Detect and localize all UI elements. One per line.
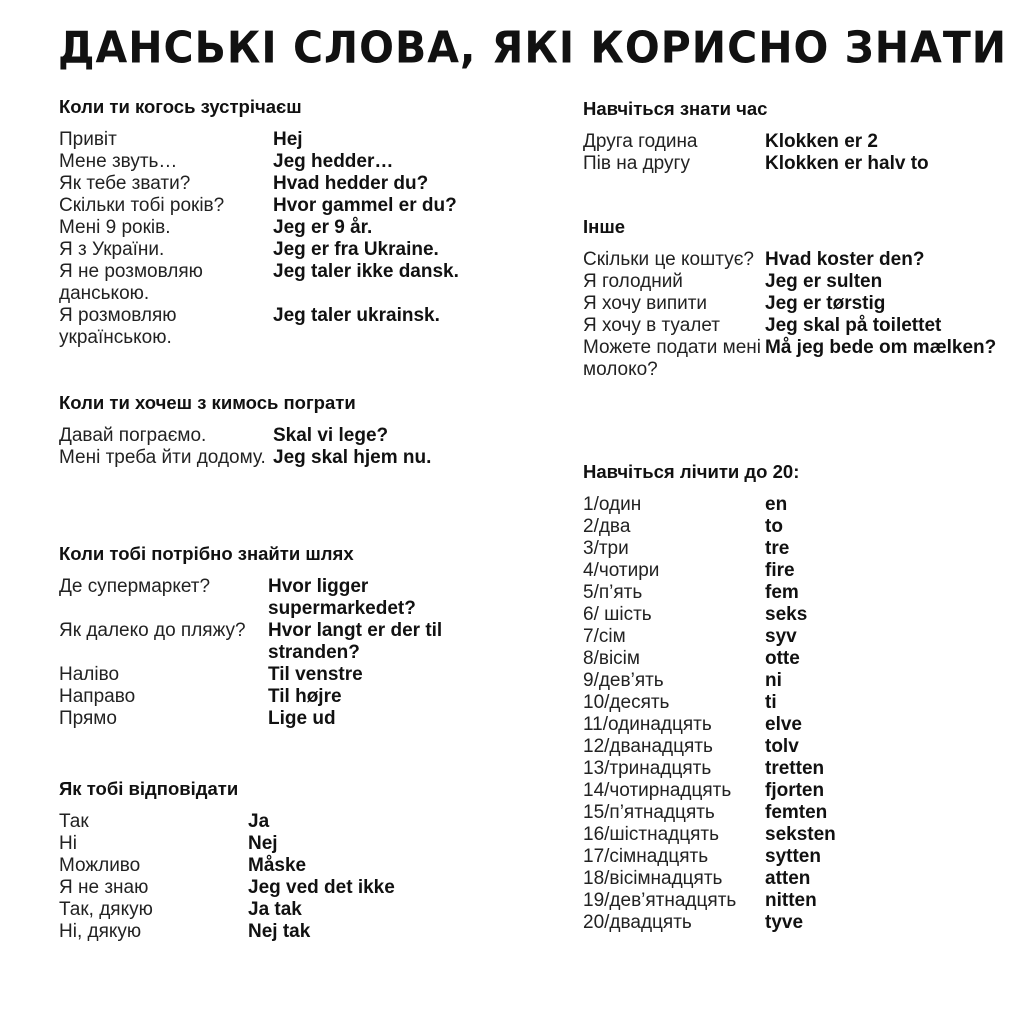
phrase-row xyxy=(583,714,1003,736)
danish-phrase: elve xyxy=(765,714,802,735)
ukrainian-phrase: Я голодний xyxy=(583,271,683,292)
section-heading: Коли ти хочеш з кимось пограти xyxy=(59,392,356,413)
phrase-row xyxy=(59,129,509,151)
ukrainian-phrase: Наліво xyxy=(59,664,120,685)
danish-phrase: Klokken er halv to xyxy=(765,153,929,174)
phrase-row xyxy=(59,173,509,195)
danish-phrase: Til højre xyxy=(268,686,342,707)
phrase-list xyxy=(59,811,509,943)
phrase-row xyxy=(59,811,509,833)
phrase-row xyxy=(583,824,1003,846)
phrase-row xyxy=(59,576,509,620)
danish-phrase: Skal vi lege? xyxy=(273,425,389,446)
phrase-list xyxy=(59,129,509,349)
danish-phrase: ni xyxy=(765,670,782,691)
page-title: ДАНСЬКІ СЛОВА, ЯКІ КОРИСНО ЗНАТИ xyxy=(58,22,1008,73)
ukrainian-phrase: Так, дякую xyxy=(59,899,153,920)
ukrainian-phrase: 9/дев’ять xyxy=(583,670,664,691)
phrase-list xyxy=(59,425,509,469)
phrase-row xyxy=(583,494,1003,516)
ukrainian-phrase: Направо xyxy=(59,686,136,707)
danish-phrase: Til venstre xyxy=(268,664,363,685)
phrase-row xyxy=(59,151,509,173)
phrase-row xyxy=(583,890,1003,912)
danish-phrase: Hvor ligger supermarkedet? xyxy=(268,576,416,619)
danish-phrase: femten xyxy=(765,802,828,823)
ukrainian-phrase: 6/ шість xyxy=(583,604,652,625)
danish-phrase: Måske xyxy=(248,855,307,876)
section-heading: Навчіться знати час xyxy=(583,98,768,119)
phrase-row xyxy=(583,293,1008,315)
danish-phrase: tyve xyxy=(765,912,804,933)
ukrainian-phrase: Так xyxy=(59,811,89,832)
section-heading: Інше xyxy=(583,216,626,237)
phrase-row xyxy=(583,560,1003,582)
danish-phrase: Hvor langt er der til stranden? xyxy=(268,620,443,663)
ukrainian-phrase: Як тебе звати? xyxy=(59,173,191,194)
ukrainian-phrase: 3/три xyxy=(583,538,629,559)
ukrainian-phrase: Я хочу в туалет xyxy=(583,315,720,336)
section-other xyxy=(583,216,1008,381)
ukrainian-phrase: 14/чотирнадцять xyxy=(583,780,732,801)
section-play xyxy=(59,392,509,469)
section-heading: Як тобі відповідати xyxy=(59,778,239,799)
ukrainian-phrase: 5/п’ять xyxy=(583,582,643,603)
ukrainian-phrase: Скільки це коштує? xyxy=(583,249,754,270)
ukrainian-phrase: Ні, дякую xyxy=(59,921,142,942)
ukrainian-phrase: Я з України. xyxy=(59,239,165,260)
phrase-row xyxy=(583,648,1003,670)
danish-phrase: Klokken er 2 xyxy=(765,131,878,152)
section-counting xyxy=(583,461,1003,934)
phrase-row xyxy=(583,670,1003,692)
danish-phrase: Hvor gammel er du? xyxy=(273,195,457,216)
danish-phrase: Jeg hedder… xyxy=(273,151,394,172)
danish-phrase: Må jeg bede om mælken? xyxy=(765,337,997,358)
danish-phrase: Jeg ved det ikke xyxy=(248,877,395,898)
danish-phrase: Hvad koster den? xyxy=(765,249,925,270)
ukrainian-phrase: Я не знаю xyxy=(59,877,149,898)
phrase-row xyxy=(583,538,1003,560)
ukrainian-phrase: Як далеко до пляжу? xyxy=(59,620,246,641)
danish-phrase: Jeg skal hjem nu. xyxy=(273,447,432,468)
phrase-row xyxy=(583,604,1003,626)
danish-phrase: Jeg er 9 år. xyxy=(273,217,373,238)
phrase-row xyxy=(59,305,509,349)
ukrainian-phrase: 13/тринадцять xyxy=(583,758,712,779)
ukrainian-phrase: 8/вісім xyxy=(583,648,640,669)
phrase-row xyxy=(59,877,509,899)
phrase-row xyxy=(59,620,509,664)
phrase-row xyxy=(583,516,1003,538)
phrase-row xyxy=(59,855,509,877)
phrase-row xyxy=(59,833,509,855)
danish-phrase: tre xyxy=(765,538,790,559)
danish-phrase: Jeg er fra Ukraine. xyxy=(273,239,439,260)
danish-phrase: tretten xyxy=(765,758,825,779)
ukrainian-phrase: Я хочу випити xyxy=(583,293,708,314)
phrase-row xyxy=(59,239,509,261)
ukrainian-phrase: 18/вісімнадцять xyxy=(583,868,723,889)
danish-phrase: fem xyxy=(765,582,799,603)
phrase-row xyxy=(59,261,509,305)
ukrainian-phrase: Мені 9 років. xyxy=(59,217,171,238)
danish-phrase: Jeg taler ikke dansk. xyxy=(273,261,459,282)
ukrainian-phrase: 17/сімнадцять xyxy=(583,846,709,867)
ukrainian-phrase: 2/два xyxy=(583,516,631,537)
phrase-row xyxy=(59,899,509,921)
ukrainian-phrase: Пів на другу xyxy=(583,153,690,174)
phrase-row xyxy=(59,708,509,730)
ukrainian-phrase: Можете подати мені молоко? xyxy=(583,337,761,380)
danish-phrase: tolv xyxy=(765,736,799,757)
phrase-row xyxy=(583,846,1003,868)
danish-phrase: otte xyxy=(765,648,800,669)
phrase-list xyxy=(583,131,1003,175)
phrase-row xyxy=(583,249,1008,271)
phrase-row xyxy=(583,780,1003,802)
danish-phrase: Hej xyxy=(273,129,303,150)
phrase-row xyxy=(59,447,509,469)
phrase-row xyxy=(583,758,1003,780)
danish-phrase: Nej tak xyxy=(248,921,311,942)
ukrainian-phrase: Прямо xyxy=(59,708,117,729)
ukrainian-phrase: Ні xyxy=(59,833,77,854)
section-time xyxy=(583,98,1003,175)
section-heading: Коли тобі потрібно знайти шлях xyxy=(59,543,354,564)
danish-phrase: Ja xyxy=(248,811,270,832)
phrase-row xyxy=(59,921,509,943)
danish-phrase: fjorten xyxy=(765,780,825,801)
phrase-list xyxy=(583,494,1003,934)
phrase-row xyxy=(583,802,1003,824)
ukrainian-phrase: Де супермаркет? xyxy=(59,576,211,597)
phrase-row xyxy=(583,626,1003,648)
phrase-row xyxy=(59,217,509,239)
danish-phrase: Jeg skal på toilettet xyxy=(765,315,942,336)
ukrainian-phrase: 4/чотири xyxy=(583,560,660,581)
ukrainian-phrase: 7/сім xyxy=(583,626,626,647)
phrase-row xyxy=(59,686,509,708)
section-answers xyxy=(59,778,509,943)
danish-phrase: seks xyxy=(765,604,808,625)
ukrainian-phrase: Я не розмовляю данською. xyxy=(59,261,203,304)
phrase-list xyxy=(59,576,509,730)
phrase-row xyxy=(583,315,1008,337)
ukrainian-phrase: Давай пограємо. xyxy=(59,425,207,446)
danish-phrase: en xyxy=(765,494,788,515)
section-heading: Коли ти когось зустрічаєш xyxy=(59,96,302,117)
ukrainian-phrase: 12/дванадцять xyxy=(583,736,713,757)
ukrainian-phrase: Мене звуть… xyxy=(59,151,178,172)
ukrainian-phrase: 1/один xyxy=(583,494,642,515)
danish-phrase: fire xyxy=(765,560,795,581)
phrase-row xyxy=(583,912,1003,934)
danish-phrase: Hvad hedder du? xyxy=(273,173,429,194)
phrase-row xyxy=(583,153,1003,175)
ukrainian-phrase: Я розмовляю українською. xyxy=(59,305,177,348)
danish-phrase: nitten xyxy=(765,890,817,911)
danish-phrase: Jeg er tørstig xyxy=(765,293,886,314)
ukrainian-phrase: Привіт xyxy=(59,129,117,150)
ukrainian-phrase: Скільки тобі років? xyxy=(59,195,225,216)
danish-phrase: Nej xyxy=(248,833,278,854)
ukrainian-phrase: 10/десять xyxy=(583,692,670,713)
ukrainian-phrase: 19/дев’ятнадцять xyxy=(583,890,737,911)
ukrainian-phrase: Друга година xyxy=(583,131,698,152)
danish-phrase: to xyxy=(765,516,783,537)
danish-phrase: Jeg taler ukrainsk. xyxy=(273,305,440,326)
danish-phrase: ti xyxy=(765,692,777,713)
ukrainian-phrase: 15/п’ятнадцять xyxy=(583,802,715,823)
danish-phrase: Lige ud xyxy=(268,708,336,729)
ukrainian-phrase: Мені треба йти додому. xyxy=(59,447,266,468)
danish-phrase: Ja tak xyxy=(248,899,302,920)
phrase-row xyxy=(59,195,509,217)
ukrainian-phrase: Можливо xyxy=(59,855,141,876)
phrase-row xyxy=(583,582,1003,604)
phrase-row xyxy=(583,131,1003,153)
phrase-row xyxy=(583,271,1008,293)
danish-phrase: atten xyxy=(765,868,811,889)
phrase-row xyxy=(583,736,1003,758)
section-greetings xyxy=(59,96,509,349)
danish-phrase: Jeg er sulten xyxy=(765,271,883,292)
ukrainian-phrase: 20/двадцять xyxy=(583,912,692,933)
ukrainian-phrase: 11/одинадцять xyxy=(583,714,712,735)
phrase-row xyxy=(59,664,509,686)
danish-phrase: seksten xyxy=(765,824,836,845)
ukrainian-phrase: 16/шістнадцять xyxy=(583,824,719,845)
section-heading: Навчіться лічити до 20: xyxy=(583,461,800,482)
danish-phrase: sytten xyxy=(765,846,821,867)
danish-phrase: syv xyxy=(765,626,797,647)
phrase-row xyxy=(583,868,1003,890)
phrase-row xyxy=(59,425,509,447)
phrase-list xyxy=(583,249,1008,381)
phrase-row xyxy=(583,692,1003,714)
section-directions xyxy=(59,543,509,730)
phrase-row xyxy=(583,337,1008,381)
